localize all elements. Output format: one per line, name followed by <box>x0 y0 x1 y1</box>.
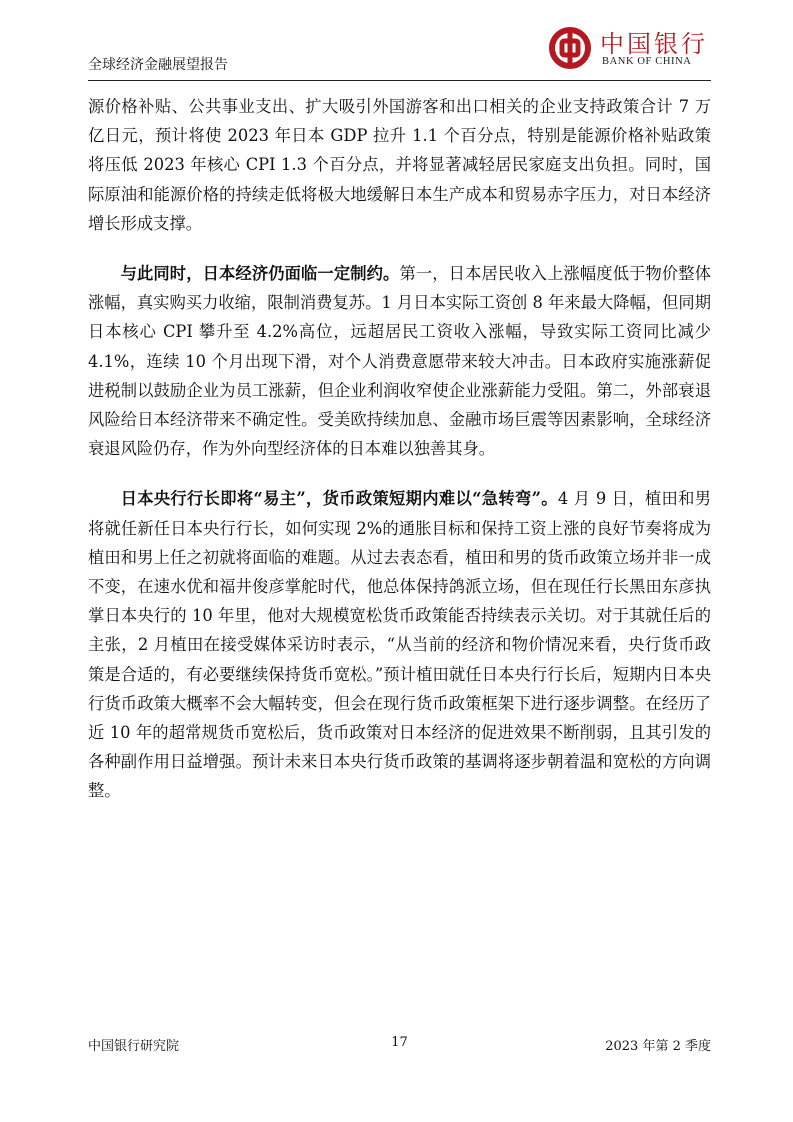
bank-of-china-emblem-icon <box>548 26 592 70</box>
paragraph-text: 源价格补贴、公共事业支出、扩大吸引外国游客和出口相关的企业支持政策合计 7 万亿日元，预计将使 2023 年日本 GDP 拉升 1.1 个百分点，特别是能源价格补贴政策将压低 2023 年核心 CPI 1.3 个百分点，并将显著减轻居民家庭支出负担。同时，国际原油和能源价格的持续走低将极大地缓解日本生产成本和贸易赤字压力，对日本经济增长形成支撑。 <box>88 97 711 233</box>
footer-institute: 中国银行研究院 <box>88 1039 180 1054</box>
report-title: 全球经济金融展望报告 <box>88 57 228 73</box>
paragraph-text: 第一，日本居民收入上涨幅度低于物价整体涨幅，真实购买力收缩，限制消费复苏。1 月日本实际工资创 8 年来最大降幅，但同期日本核心 CPI 攀升至 4.2%高位，远超居民工资收入涨幅，导致实际工资同比减少 4.1%，连续 10 个月出现下滑，对个人消费意愿带来较大冲击。日本政府实施涨薪促进税制以鼓励企业为员工涨薪，但企业利润收窄使企业涨薪能力受阻。第二，外部衰退风险给日本经济带来不确定性。受美欧持续加息、金融市场巨震等因素影响，全球经济衰退风险仍存，作为外向型经济体的日本难以独善其身。 <box>88 264 711 459</box>
paragraph-lead: 日本央行行长即将“易主”，货币政策短期内难以“急转弯”。 <box>120 489 558 509</box>
logo-chinese-name: 中国银行 <box>600 30 708 58</box>
page-number: 17 <box>391 1035 408 1050</box>
page-footer <box>88 1035 711 1055</box>
page-header <box>88 18 711 81</box>
bank-logo <box>546 24 711 74</box>
paragraph-1 <box>88 92 711 238</box>
paragraph-3 <box>88 484 711 805</box>
paragraph-2 <box>88 259 711 463</box>
footer-period: 2023 年第 2 季度 <box>605 1039 711 1054</box>
main-content <box>88 92 711 827</box>
paragraph-text: 4 月 9 日，植田和男将就任新任日本央行行长，如何实现 2%的通胀目标和保持工资上涨的良好节奏将成为植田和男上任之初就将面临的难题。从过去表态看，植田和男的货币政策立场并非一成不变，在速水优和福井俊彦掌舵时代，他总体保持鸽派立场，但在现任行长黑田东彦执掌日本央行的 10 年里，他对大规模宽松货币政策能否持续表示关切。对于其就任后的主张，2 月植田在接受媒体采访时表示，“从当前的经济和物价情况来看，央行货币政策是合适的，有必要继续保持货币宽松。”预计植田就任日本央行行长后，短期内日本央行货币政策大概率不会大幅转变，但会在现行货币政策框架下进行逐步调整。在经历了近 10 年的超常规货币宽松后，货币政策对日本经济的促进效果不断削弱，且其引发的各种副作用日益增强。预计未来日本央行货币政策的基调将逐步朝着温和宽松的方向调整。 <box>88 489 711 801</box>
paragraph-lead: 与此同时，日本经济仍面临一定制约。 <box>120 264 400 284</box>
logo-english-name: BANK OF CHINA <box>602 56 692 67</box>
